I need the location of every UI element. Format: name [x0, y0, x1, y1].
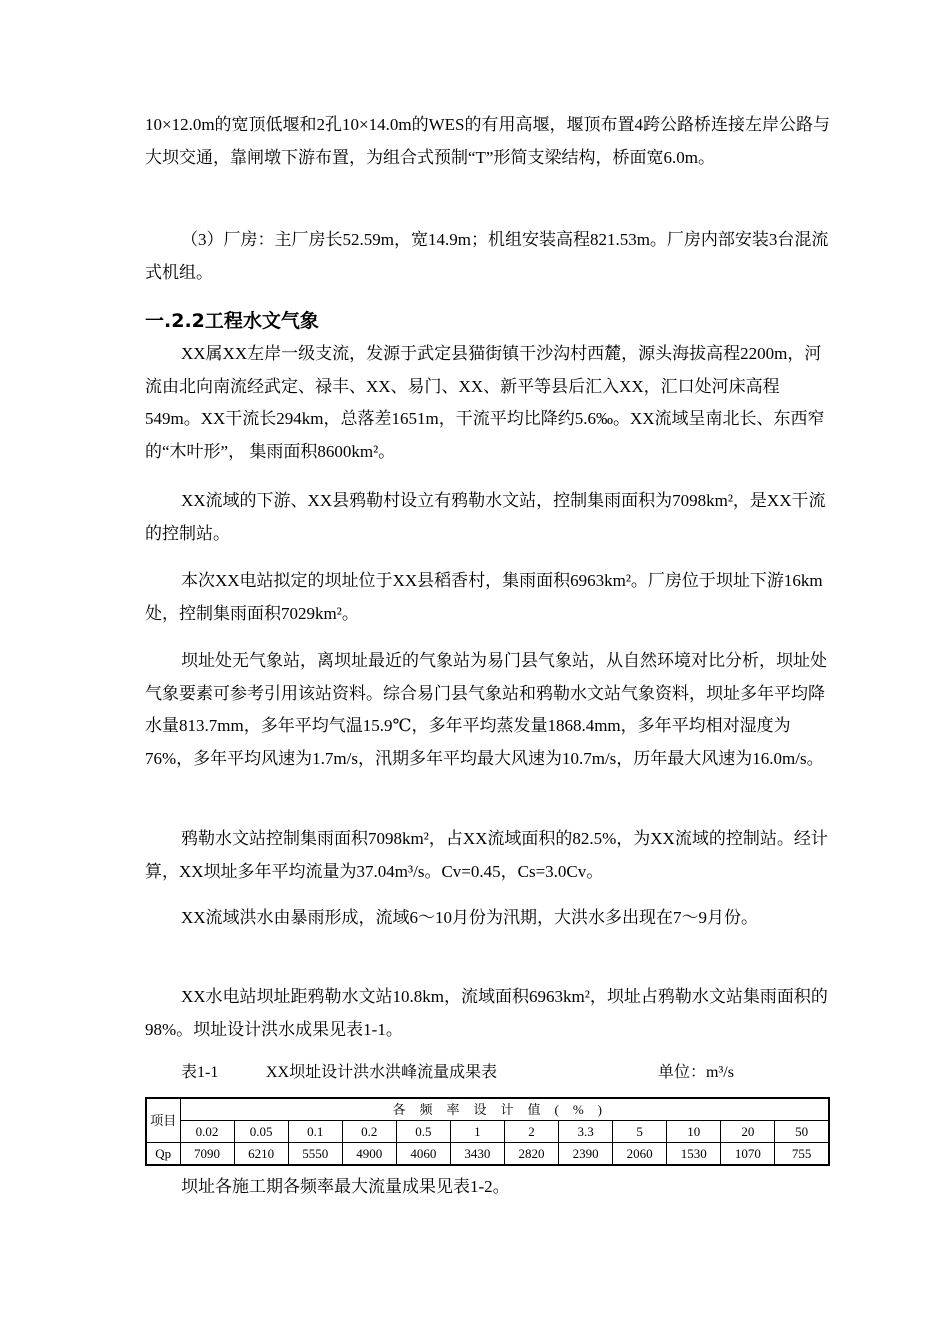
- frequency-row: [146, 1121, 829, 1143]
- frequency-cell: 5: [613, 1121, 667, 1143]
- paragraph-hydrological-station: XX流域的下游、XX县鸦勒村设立有鸦勒水文站，控制集雨面积为7098km²，是XX干流的控制站。: [145, 491, 826, 543]
- paragraph-powerhouse: （3）厂房：主厂房长52.59m，宽14.9m；机组安装高程821.53m。厂房内部安装3台混流式机组。: [145, 230, 829, 282]
- table-header-row: [146, 1098, 829, 1121]
- frequency-cell: 0.02: [180, 1121, 234, 1143]
- value-cell: 2060: [613, 1143, 667, 1166]
- paragraph-river-overview: XX属XX左岸一级支流，发源于武定县猫街镇干沙沟村西麓，源头海拔高程2200m，河流由北向南流经武定、禄丰、XX、易门、XX、新平等县后汇入XX，汇口处河床高程549m。XX干流长294km，总落差1651m，干流平均比降约5.6‰。XX流域呈南北长、东西窄的“木叶形”， 集雨面积8600km²。: [145, 344, 825, 461]
- value-cell: 2390: [559, 1143, 613, 1166]
- row-label-cell: Qp: [146, 1143, 180, 1166]
- value-cell: 6210: [234, 1143, 288, 1166]
- frequency-group-header: 各频率设计值(%): [180, 1098, 829, 1121]
- peak-flow-row: [146, 1143, 829, 1166]
- frequency-cell: 1: [450, 1121, 504, 1143]
- value-cell: 7090: [180, 1143, 234, 1166]
- design-flood-table: [145, 1097, 830, 1166]
- paragraph-flood-season: XX流域洪水由暴雨形成，流域6～10月份为汛期，大洪水多出现在7～9月份。: [181, 908, 759, 927]
- paragraph-weir-description: 10×12.0m的宽顶低堰和2孔10×14.0m的WES的有用高堰，堰顶布置4跨公路桥连接左岸公路与大坝交通，靠闸墩下游布置，为组合式预制“T”形简支梁结构，桥面宽6.0m。: [145, 115, 831, 167]
- frequency-cell: 10: [667, 1121, 721, 1143]
- value-cell: 4060: [396, 1143, 450, 1166]
- table-caption-title: XX坝址设计洪水洪峰流量成果表: [266, 1064, 498, 1081]
- section-heading: 一.2.2工程水文气象: [145, 310, 319, 332]
- value-cell: 755: [775, 1143, 829, 1166]
- value-cell: 4900: [342, 1143, 396, 1166]
- value-cell: 3430: [450, 1143, 504, 1166]
- paragraph-runoff: 鸦勒水文站控制集雨面积7098km²，占XX流域面积的82.5%，为XX流域的控制站。经计算，XX坝址多年平均流量为37.04m³/s。Cv=0.45，Cs=3.0Cv。: [145, 829, 828, 881]
- frequency-cell: 0.5: [396, 1121, 450, 1143]
- value-cell: 5550: [288, 1143, 342, 1166]
- value-cell: 1070: [721, 1143, 775, 1166]
- frequency-cell: 0.2: [342, 1121, 396, 1143]
- frequency-cell: 20: [721, 1121, 775, 1143]
- frequency-cell: 2: [504, 1121, 558, 1143]
- value-cell: 2820: [504, 1143, 558, 1166]
- paragraph-meteorology: 坝址处无气象站，离坝址最近的气象站为易门县气象站，从自然环境对比分析，坝址处气象要素可参考引用该站资料。综合易门县气象站和鸦勒水文站气象资料，坝址多年平均降水量813.7mm，多年平均气温15.9℃，多年平均蒸发量1868.4mm，多年平均相对湿度为76%，多年平均风速为1.7m/s，汛期多年平均最大风速为10.7m/s，历年最大风速为16.0m/s。: [145, 651, 827, 768]
- paragraph-construction-flows: 坝址各施工期各频率最大流量成果见表1-2。: [181, 1177, 510, 1196]
- table-caption-unit: 单位：m³/s: [658, 1064, 734, 1081]
- frequency-cell: 0.05: [234, 1121, 288, 1143]
- item-header-cell: [146, 1098, 180, 1143]
- paragraph-dam-site: 本次XX电站拟定的坝址位于XX县稻香村，集雨面积6963km²。厂房位于坝址下游16km处，控制集雨面积7029km²。: [145, 571, 823, 623]
- item-header-label: 项目: [150, 1113, 177, 1128]
- frequency-cell: 50: [775, 1121, 829, 1143]
- frequency-cell: 0.1: [288, 1121, 342, 1143]
- table-caption-number: 表1-1: [181, 1064, 219, 1081]
- value-cell: 1530: [667, 1143, 721, 1166]
- frequency-cell: 3.3: [559, 1121, 613, 1143]
- paragraph-design-flood: XX水电站坝址距鸦勒水文站10.8km，流域面积6963km²，坝址占鸦勒水文站集雨面积的98%。坝址设计洪水成果见表1-1。: [145, 987, 828, 1039]
